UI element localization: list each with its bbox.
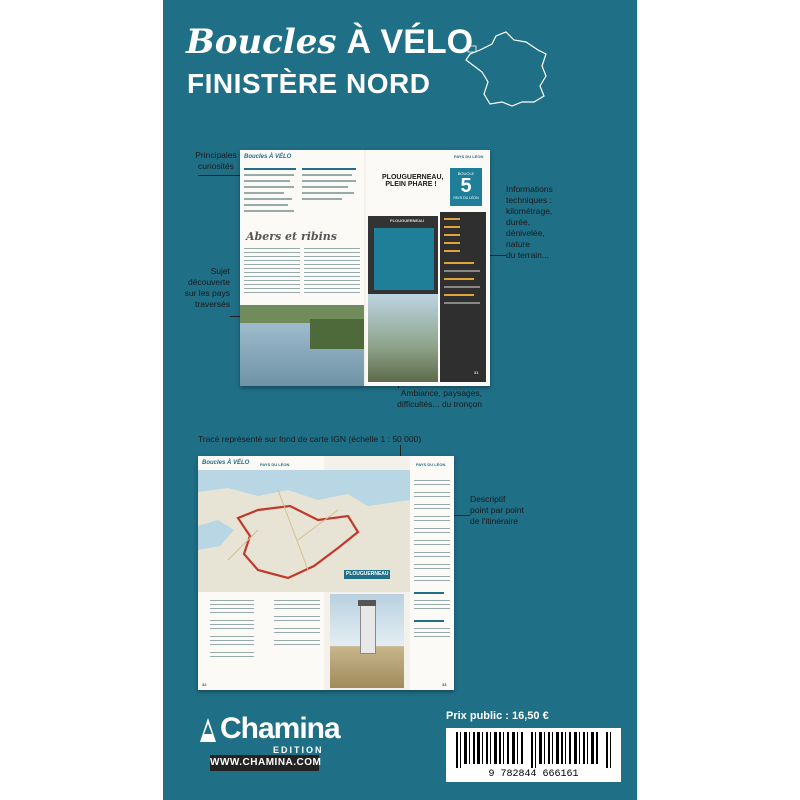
price-label: Prix public : 16,50 € — [446, 710, 549, 722]
book-spread-1 — [240, 150, 490, 386]
barcode-bars-icon — [446, 730, 621, 770]
annotation-sujet: Sujet découverte sur les pays traversés — [184, 266, 230, 309]
spread2-mid-header: PAYS DU LÉON — [260, 462, 290, 467]
spread1-boucle-number: 5 — [460, 175, 472, 197]
barcode-number: 9 782844 666161 — [488, 769, 579, 780]
annotation-line — [452, 515, 470, 516]
spread1-right-header: PAYS DU LÉON — [454, 154, 484, 159]
hiker-logo-icon — [196, 714, 220, 744]
annotation-ambiance: Ambiance, paysages, difficultés... du tronçon — [397, 388, 482, 409]
publisher-url[interactable]: WWW.CHAMINA.COM — [210, 755, 319, 771]
annotation-descriptif: Descriptif point par point de l'itinéraire — [470, 494, 524, 526]
barcode — [446, 728, 621, 782]
spread2-steps-left — [198, 594, 324, 680]
annotation-trace: Tracé représenté sur fond de carte IGN (échelle 1 : 50 000) — [198, 434, 422, 444]
spread1-photo-lake — [240, 305, 364, 386]
france-map-icon — [462, 30, 562, 110]
annotation-principales: Principales curiosités — [195, 150, 237, 171]
spread1-info-panel — [368, 216, 438, 382]
book-spread-2 — [198, 456, 454, 690]
spread1-boucle-badge — [450, 168, 482, 206]
spread2-right-page — [410, 456, 454, 690]
spread1-tech-panel — [440, 212, 486, 382]
spread2-photo-lighthouse — [330, 594, 404, 688]
spread2-map-label: PLOUGUERNEAU — [346, 571, 389, 577]
spread2-ign-map — [198, 470, 410, 592]
spread2-right-header: PAYS DU LÉON — [416, 462, 446, 467]
spread1-page-number: 31 — [474, 370, 479, 375]
cover-title-bold: À VÉLO — [346, 23, 474, 61]
spread1-left-header: Boucles À VÉLO — [244, 154, 292, 160]
publisher-sub: EDITION — [273, 745, 324, 755]
spread2-page-left: 32 — [202, 682, 207, 687]
spread1-panel-caption: PLOUGUERNEAU — [390, 218, 425, 223]
spread2-page-right: 33 — [442, 682, 447, 687]
spread1-article-title: Abers et ribins — [246, 230, 337, 243]
cover-title — [186, 22, 473, 62]
spread2-left-header: Boucles À VÉLO — [202, 460, 250, 466]
spread1-badge-region: PAYS DU LÉON — [453, 196, 479, 200]
spread1-boucle-title: PLOUGUERNEAU, PLEIN PHARE ! — [382, 174, 444, 188]
publisher-name: Chamina — [220, 712, 340, 745]
annotation-informations: Informations techniques : kilométrage, durée, dénivelée, nature du terrain... — [506, 184, 553, 260]
spread1-boucle-label: BOUCLE — [457, 171, 475, 176]
cover-subtitle: FINISTÈRE NORD — [187, 68, 431, 99]
cover-title-script: Boucles — [186, 22, 337, 62]
